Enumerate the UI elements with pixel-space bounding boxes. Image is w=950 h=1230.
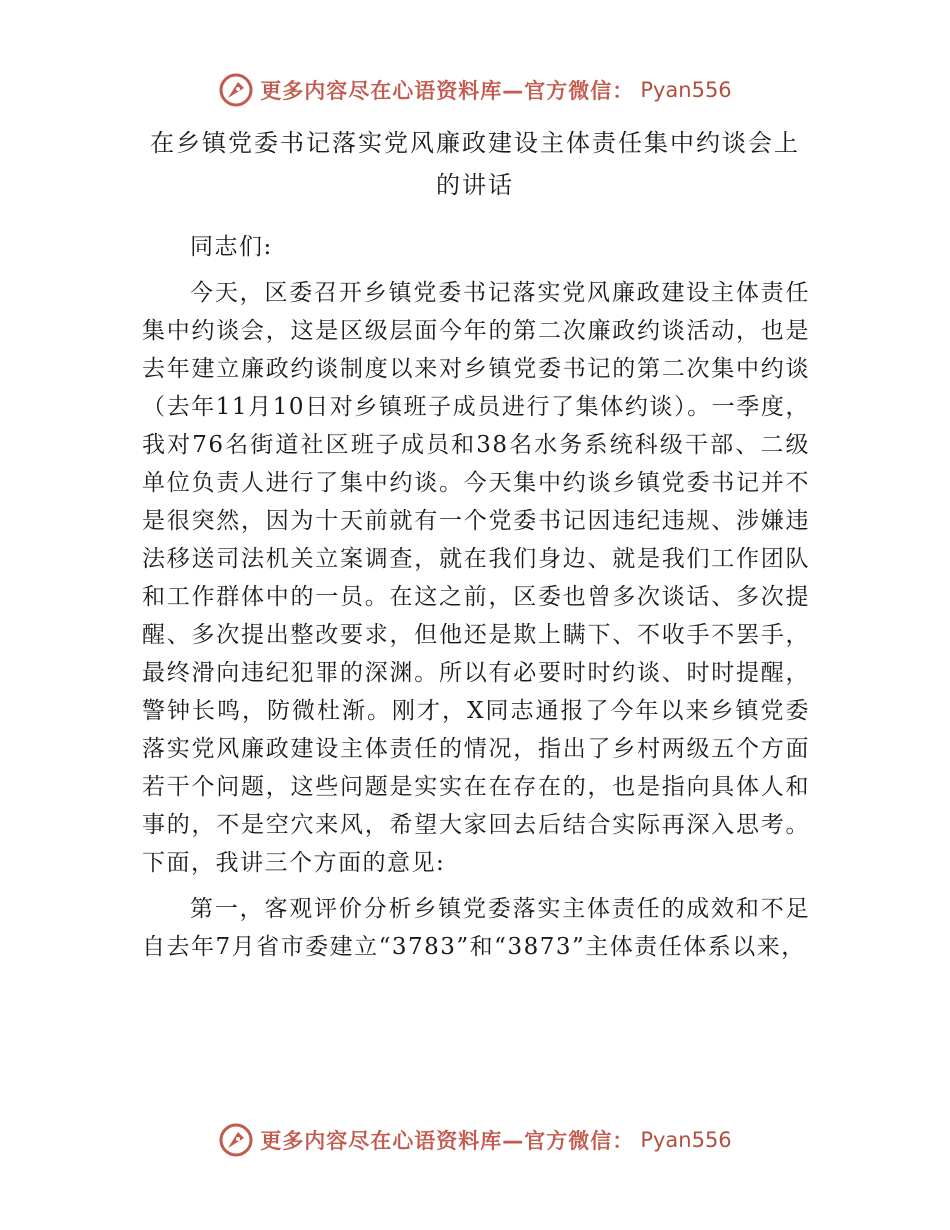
pen-nib-icon (218, 72, 254, 108)
salutation: 同志们: (190, 234, 273, 260)
banner-text: 更多内容尽在心语资料库—官方微信： (260, 1129, 635, 1153)
pen-nib-icon (218, 1122, 254, 1158)
paragraph: 今天，区委召开乡镇党委书记落实党风廉政建设主体责任集中约谈会，这是区级层面今年的第二次廉政约谈活动，也是去年建立廉政约谈制度以来对乡镇党委书记的第二次集中约谈（去年11月10日对乡镇班子成员进行了集体约谈）。一季度，我对76名街道社区班子成员和38名水务系统科级干部、二级单位负责人进行了集中约谈。今天集中约谈乡镇党委书记并不是很突然，因为十天前就有一个党委书记因违纪违规、涉嫌违法移送司法机关立案调查，就在我们身边、就是我们工作团队和工作群体中的一员。在这之前，区委也曾多次谈话、多次提醒、多次提出整改要求，但他还是欺上瞒下、不收手不罢手，最终滑向违纪犯罪的深渊。所以有必要时时约谈、时时提醒，警钟长鸣，防微杜渐。刚才，X同志通报了今年以来乡镇党委落实党风廉政建设主体责任的情况，指出了乡村两级五个方面若干个问题，这些问题是实实在在存在的，也是指向具体人和事的，不是空穴来风，希望大家回去后结合实际再深入思考。下面，我讲三个方面的意见: (142, 280, 810, 876)
footer-banner (0, 1120, 950, 1160)
banner-text: 更多内容尽在心语资料库—官方微信： (260, 79, 635, 103)
banner-contact: Pyan556 (640, 1128, 732, 1152)
header-banner (0, 70, 950, 110)
document-title: 在乡镇党委书记落实党风廉政建设主体责任集中约谈会上的讲话 (150, 129, 800, 199)
paragraph: 第一，客观评价分析乡镇党委落实主体责任的成效和不足自去年7月省市委建立“3783”和“3873”主体责任体系以来， (142, 896, 810, 960)
banner-contact: Pyan556 (640, 78, 732, 102)
document-body (142, 228, 810, 974)
